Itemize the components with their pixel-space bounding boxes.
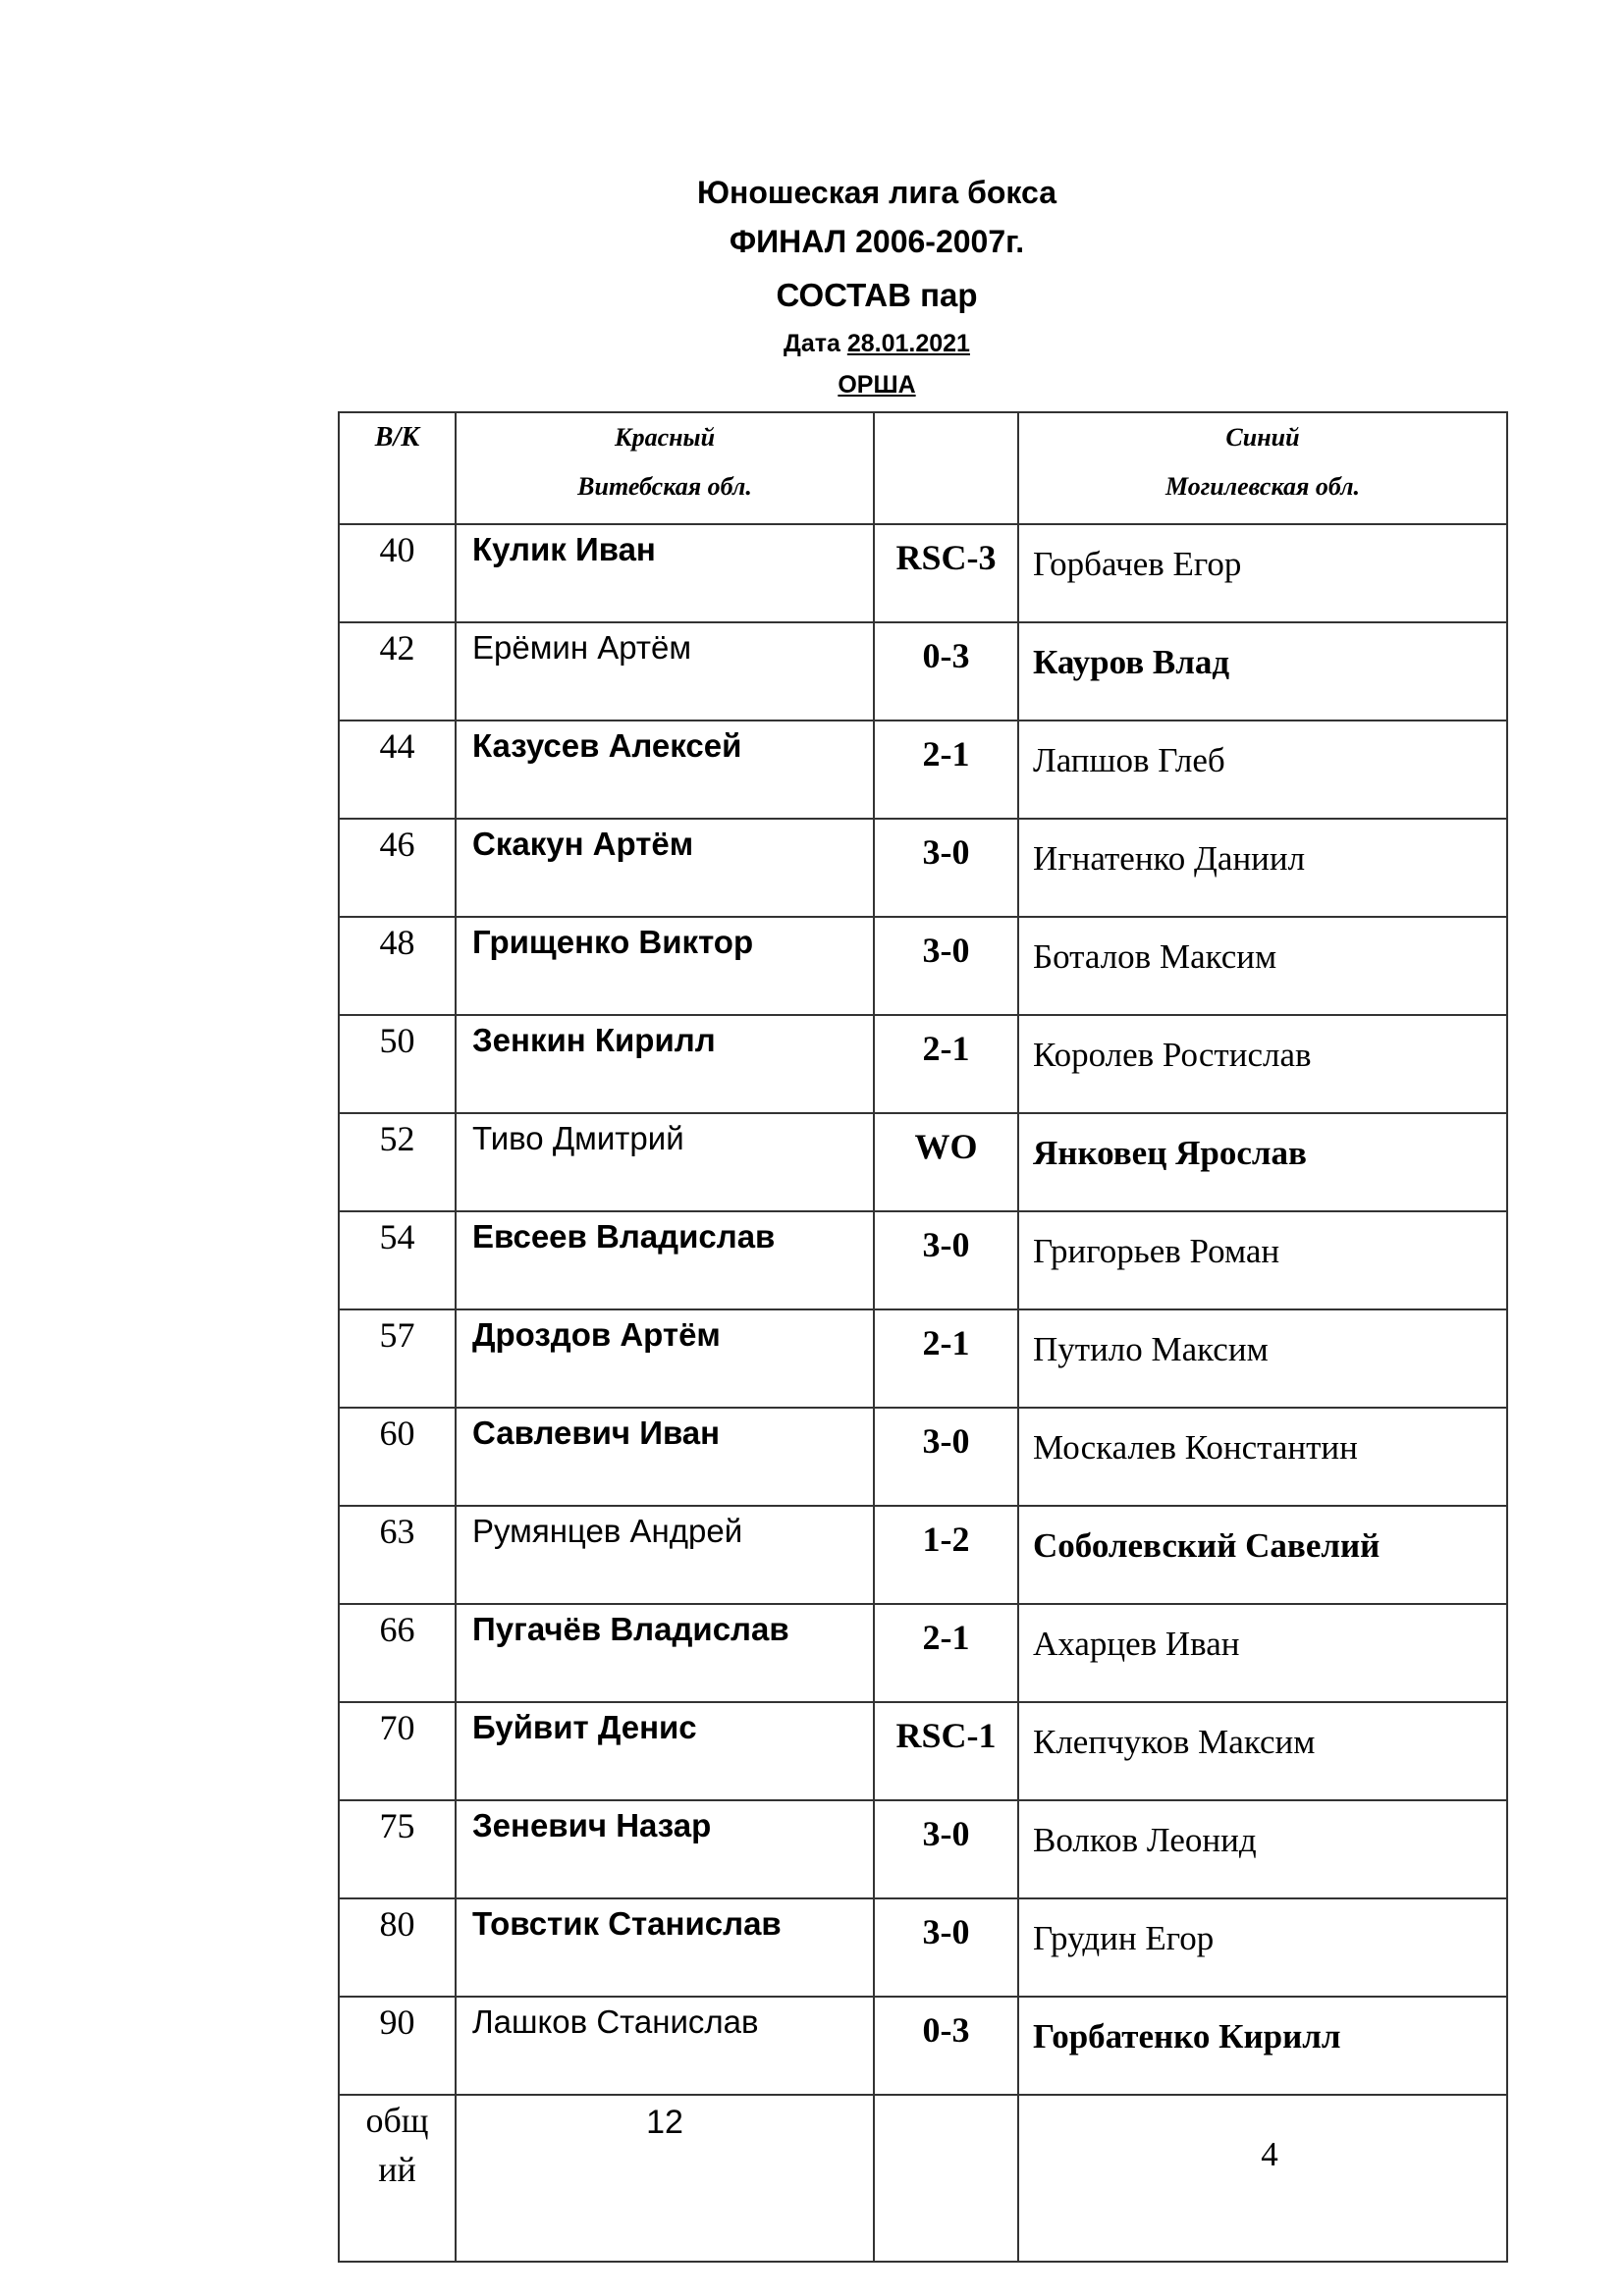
blue-boxer-cell: Соболевский Савелий bbox=[1018, 1506, 1507, 1604]
weight-cell: 70 bbox=[339, 1702, 456, 1800]
weight-cell: 63 bbox=[339, 1506, 456, 1604]
date-value: 28.01.2021 bbox=[846, 330, 970, 357]
result-cell: RSC-1 bbox=[874, 1702, 1018, 1800]
red-boxer-cell: Зеневич Назар bbox=[456, 1800, 874, 1898]
result-cell: 2-1 bbox=[874, 721, 1018, 819]
total-label bbox=[339, 2095, 456, 2262]
blue-boxer-cell: Москалев Константин bbox=[1018, 1408, 1507, 1506]
weight-cell: 57 bbox=[339, 1309, 456, 1408]
document-heading: СОСТАВ пар bbox=[776, 277, 978, 313]
result-cell: 0-3 bbox=[874, 622, 1018, 721]
weight-cell: 54 bbox=[339, 1211, 456, 1309]
result-cell: 3-0 bbox=[874, 1408, 1018, 1506]
table-row bbox=[339, 917, 1507, 1015]
blue-boxer-cell: Королев Ростислав bbox=[1018, 1015, 1507, 1113]
result-cell: 2-1 bbox=[874, 1604, 1018, 1702]
red-boxer-cell: Зенкин Кирилл bbox=[456, 1015, 874, 1113]
weight-cell: 52 bbox=[339, 1113, 456, 1211]
table-row bbox=[339, 622, 1507, 721]
table-row bbox=[339, 1113, 1507, 1211]
table-row bbox=[339, 1309, 1507, 1408]
blue-boxer-cell: Григорьев Роман bbox=[1018, 1211, 1507, 1309]
red-boxer-cell: Скакун Артём bbox=[456, 819, 874, 917]
col-weight-header: В/К bbox=[339, 412, 456, 524]
blue-label: Синий bbox=[1225, 423, 1300, 452]
blue-boxer-cell: Клепчуков Максим bbox=[1018, 1702, 1507, 1800]
weight-cell: 40 bbox=[339, 524, 456, 622]
table-row bbox=[339, 1800, 1507, 1898]
result-cell: 3-0 bbox=[874, 1898, 1018, 1997]
result-cell: 0-3 bbox=[874, 1997, 1018, 2095]
blue-boxer-cell: Горбатенко Кирилл bbox=[1018, 1997, 1507, 2095]
col-blue-header bbox=[1018, 412, 1507, 524]
date-line bbox=[0, 330, 1624, 358]
date-label: Дата bbox=[784, 330, 840, 357]
table-row bbox=[339, 1015, 1507, 1113]
blue-boxer-cell: Волков Леонид bbox=[1018, 1800, 1507, 1898]
table-row bbox=[339, 1506, 1507, 1604]
blue-boxer-cell: Лапшов Глеб bbox=[1018, 721, 1507, 819]
total-label-line2: ий bbox=[378, 2150, 416, 2189]
red-boxer-cell: Савлевич Иван bbox=[456, 1408, 874, 1506]
document-subtitle: ФИНАЛ 2006-2007г. bbox=[729, 224, 1025, 259]
red-region: Витебская обл. bbox=[577, 472, 752, 501]
blue-boxer-cell: Горбачев Егор bbox=[1018, 524, 1507, 622]
total-row bbox=[339, 2095, 1507, 2262]
red-boxer-cell: Пугачёв Владислав bbox=[456, 1604, 874, 1702]
red-boxer-cell: Казусев Алексей bbox=[456, 721, 874, 819]
weight-cell: 60 bbox=[339, 1408, 456, 1506]
table-row bbox=[339, 721, 1507, 819]
blue-boxer-cell: Игнатенко Даниил bbox=[1018, 819, 1507, 917]
total-result bbox=[874, 2095, 1018, 2262]
weight-cell: 80 bbox=[339, 1898, 456, 1997]
result-cell: 3-0 bbox=[874, 1211, 1018, 1309]
blue-boxer-cell: Боталов Максим bbox=[1018, 917, 1507, 1015]
table-row bbox=[339, 1702, 1507, 1800]
blue-boxer-cell: Путило Максим bbox=[1018, 1309, 1507, 1408]
weight-cell: 48 bbox=[339, 917, 456, 1015]
blue-boxer-cell: Грудин Егор bbox=[1018, 1898, 1507, 1997]
result-cell: 2-1 bbox=[874, 1015, 1018, 1113]
red-boxer-cell: Кулик Иван bbox=[456, 524, 874, 622]
table-row bbox=[339, 1898, 1507, 1997]
result-cell: 2-1 bbox=[874, 1309, 1018, 1408]
table-row bbox=[339, 1211, 1507, 1309]
weight-cell: 44 bbox=[339, 721, 456, 819]
result-cell: 3-0 bbox=[874, 917, 1018, 1015]
red-boxer-cell: Тиво Дмитрий bbox=[456, 1113, 874, 1211]
result-cell: WO bbox=[874, 1113, 1018, 1211]
total-red: 12 bbox=[456, 2095, 874, 2262]
blue-boxer-cell: Кауров Влад bbox=[1018, 622, 1507, 721]
red-boxer-cell: Евсеев Владислав bbox=[456, 1211, 874, 1309]
weight-cell: 50 bbox=[339, 1015, 456, 1113]
weight-cell: 46 bbox=[339, 819, 456, 917]
table-row bbox=[339, 1408, 1507, 1506]
red-boxer-cell: Лашков Станислав bbox=[456, 1997, 874, 2095]
total-label-line1: общ bbox=[365, 2101, 429, 2140]
red-boxer-cell: Грищенко Виктор bbox=[456, 917, 874, 1015]
red-boxer-cell: Товстик Станислав bbox=[456, 1898, 874, 1997]
result-cell: 3-0 bbox=[874, 819, 1018, 917]
col-result-header bbox=[874, 412, 1018, 524]
table-row bbox=[339, 1997, 1507, 2095]
weight-cell: 90 bbox=[339, 1997, 456, 2095]
red-boxer-cell: Ерёмин Артём bbox=[456, 622, 874, 721]
red-label: Красный bbox=[614, 423, 716, 452]
col-red-header bbox=[456, 412, 874, 524]
red-boxer-cell: Дроздов Артём bbox=[456, 1309, 874, 1408]
city: ОРША bbox=[838, 371, 916, 399]
total-blue: 4 bbox=[1018, 2095, 1507, 2262]
table-header-row bbox=[339, 412, 1507, 524]
document-title: Юношеская лига бокса bbox=[697, 175, 1056, 210]
result-cell: 1-2 bbox=[874, 1506, 1018, 1604]
blue-boxer-cell: Ахарцев Иван bbox=[1018, 1604, 1507, 1702]
blue-boxer-cell: Янковец Ярослав bbox=[1018, 1113, 1507, 1211]
red-boxer-cell: Румянцев Андрей bbox=[456, 1506, 874, 1604]
table-row bbox=[339, 819, 1507, 917]
result-cell: RSC-3 bbox=[874, 524, 1018, 622]
table-row bbox=[339, 524, 1507, 622]
red-boxer-cell: Буйвит Денис bbox=[456, 1702, 874, 1800]
pairs-table bbox=[338, 411, 1508, 2263]
table-row bbox=[339, 1604, 1507, 1702]
result-cell: 3-0 bbox=[874, 1800, 1018, 1898]
weight-cell: 66 bbox=[339, 1604, 456, 1702]
weight-cell: 42 bbox=[339, 622, 456, 721]
weight-cell: 75 bbox=[339, 1800, 456, 1898]
blue-region: Могилевская обл. bbox=[1164, 472, 1361, 501]
